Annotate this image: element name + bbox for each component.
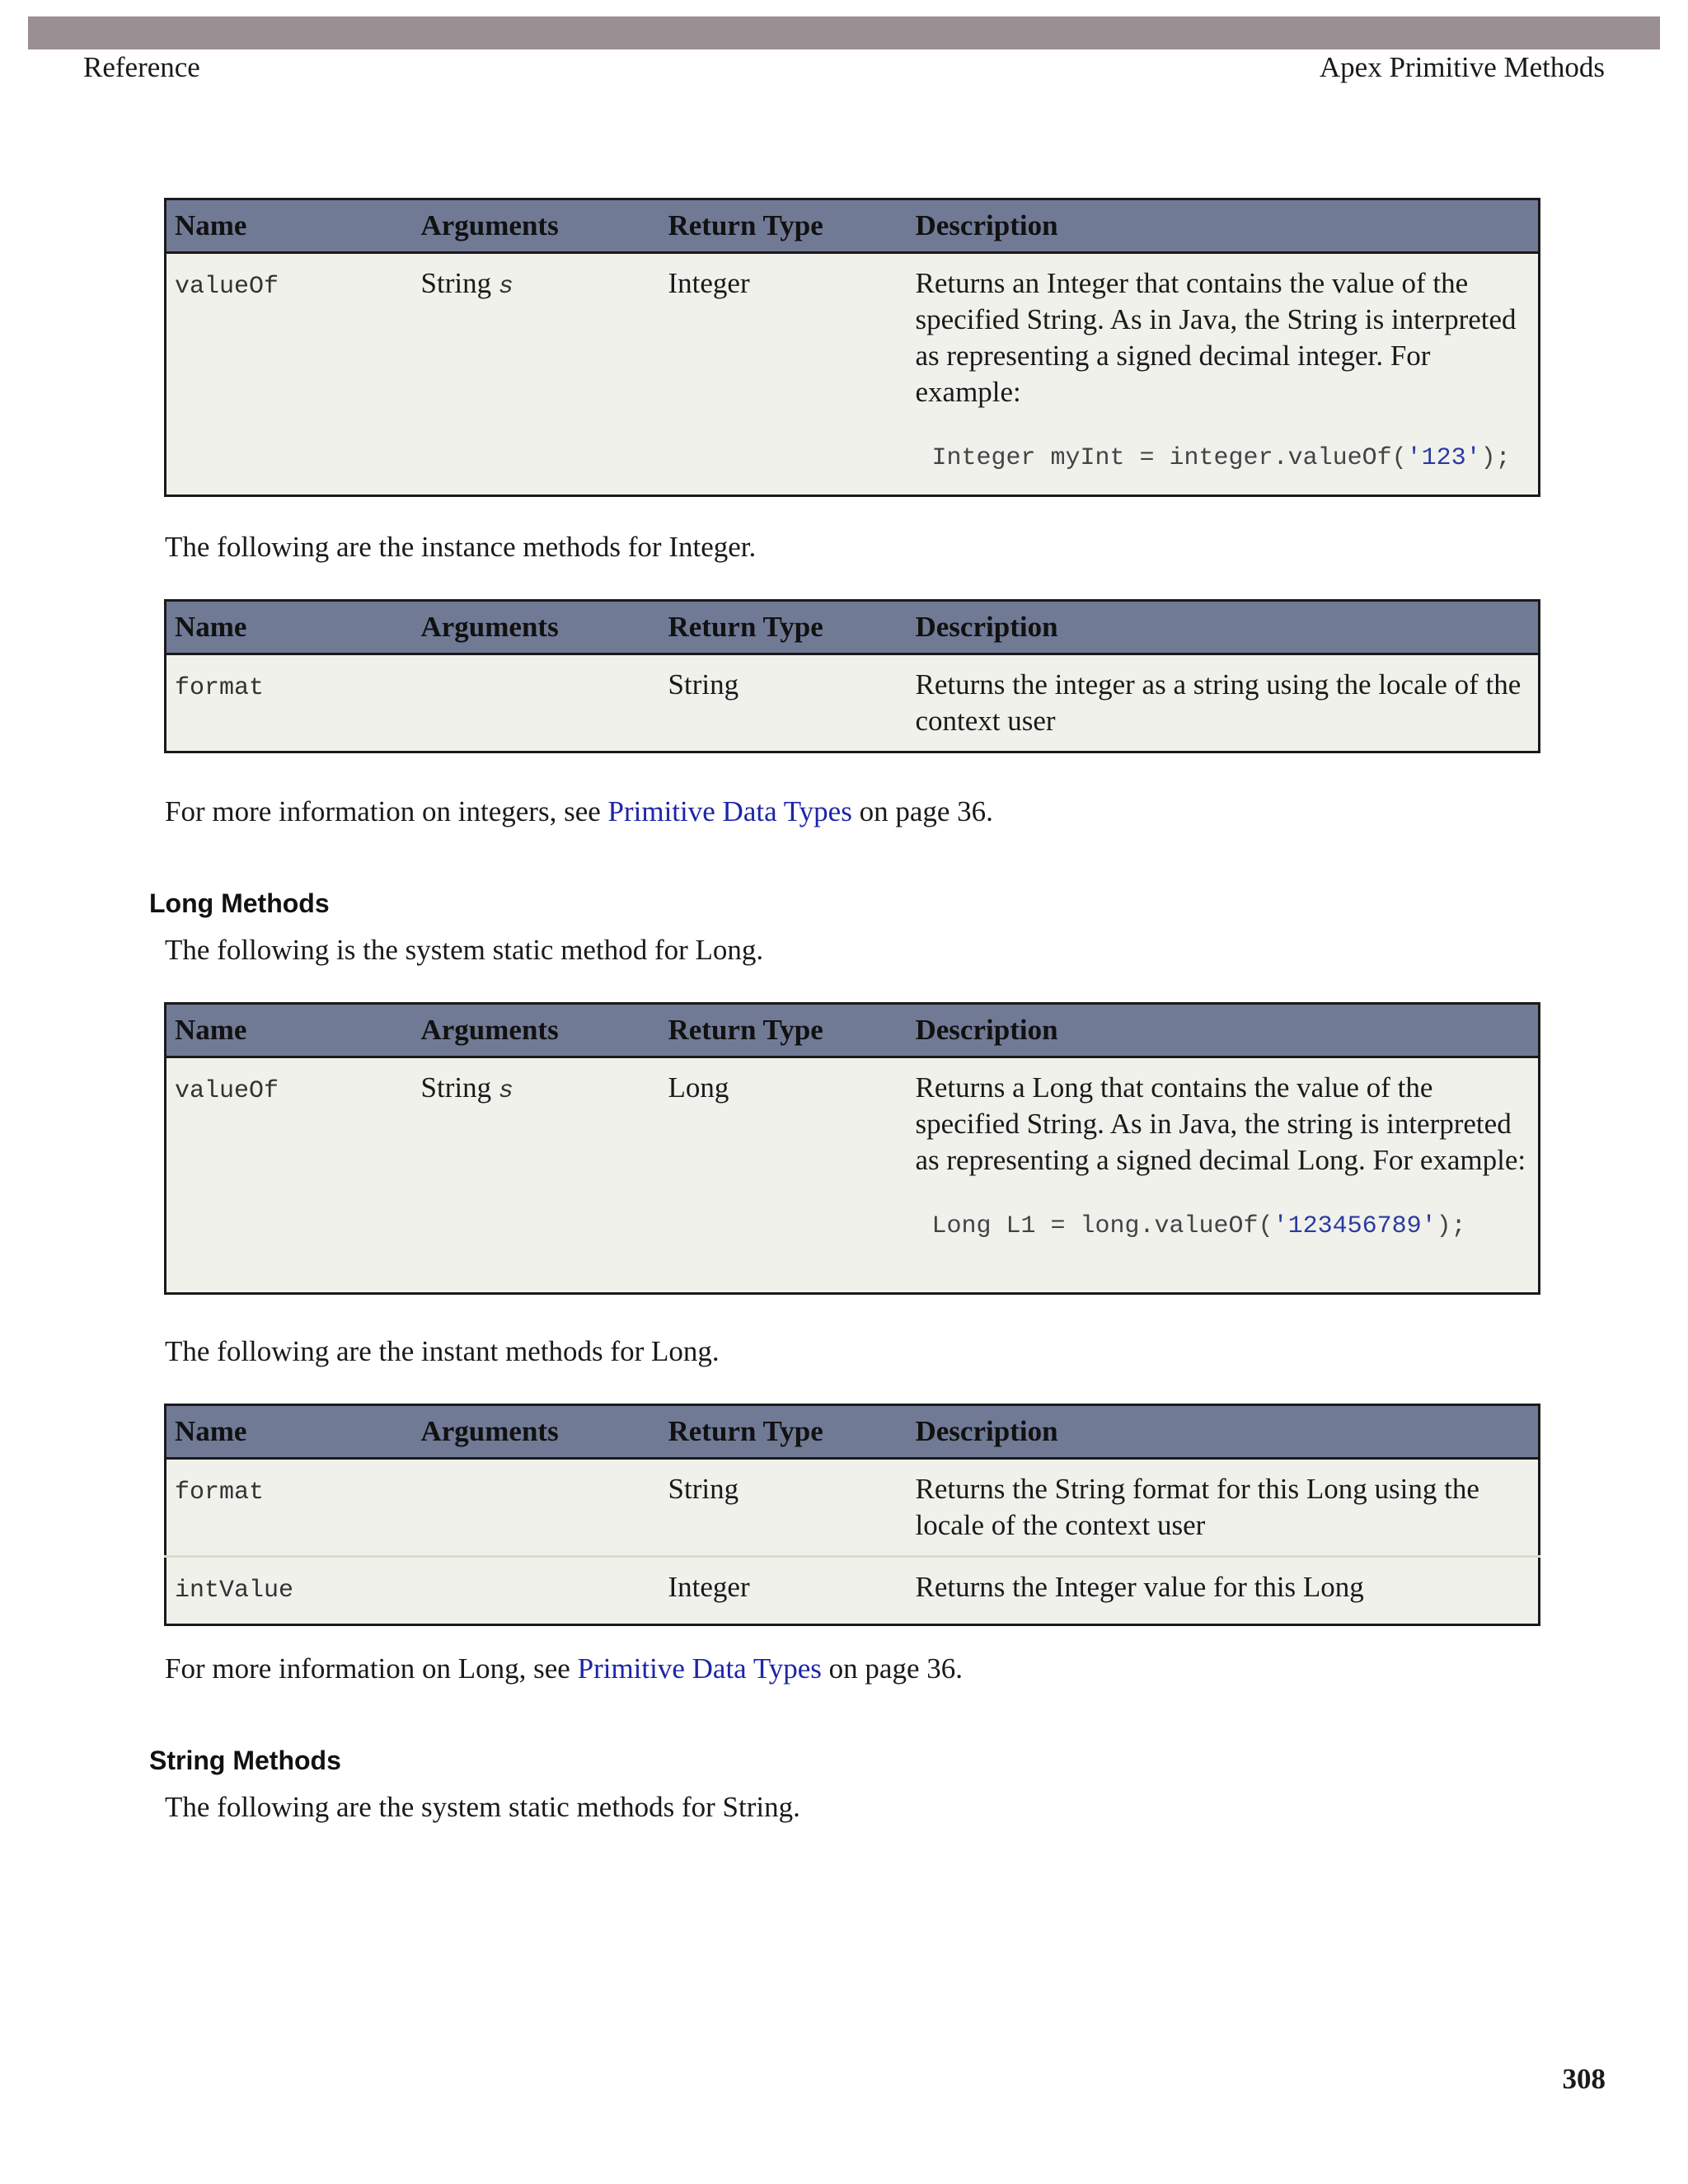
method-description: Returns a Long that contains the value of the specified String. As in Java, the string is interpreted as representing a signed decimal Long. For example: xyxy=(915,1071,1526,1176)
primitive-data-types-link[interactable]: Primitive Data Types xyxy=(607,795,852,827)
table-row xyxy=(166,1057,1540,1294)
paragraph: For more information on Long, see Primitive Data Types on page 36. xyxy=(165,1652,963,1685)
column-header-return-type: Return Type xyxy=(660,1004,907,1057)
argument-name: s xyxy=(498,273,513,301)
method-name: format xyxy=(175,1479,265,1507)
integer-static-methods-table xyxy=(164,198,1540,497)
running-header-right: Apex Primitive Methods xyxy=(1319,51,1605,83)
argument-type: String xyxy=(420,267,492,299)
table-header-row xyxy=(166,601,1540,654)
paragraph: The following are the instant methods for Long. xyxy=(165,1335,720,1367)
paragraph: The following are the system static methods for String. xyxy=(165,1791,800,1823)
column-header-description: Description xyxy=(907,1004,1540,1057)
column-header-name: Name xyxy=(166,601,413,654)
column-header-return-type: Return Type xyxy=(660,1405,907,1459)
column-header-description: Description xyxy=(907,199,1540,253)
running-header-left: Reference xyxy=(83,51,200,83)
page-number: 308 xyxy=(1562,2063,1606,2095)
long-static-methods-table xyxy=(164,1002,1540,1295)
return-type: Long xyxy=(668,1071,729,1104)
column-header-arguments: Arguments xyxy=(413,1405,660,1459)
paragraph: The following are the instance methods for Integer. xyxy=(165,531,757,563)
column-header-arguments: Arguments xyxy=(413,601,660,654)
method-description: Returns the String format for this Long using the locale of the context user xyxy=(915,1473,1479,1541)
column-header-return-type: Return Type xyxy=(660,601,907,654)
primitive-data-types-link[interactable]: Primitive Data Types xyxy=(577,1652,822,1685)
table-row xyxy=(166,1557,1540,1625)
column-header-arguments: Arguments xyxy=(413,199,660,253)
column-header-name: Name xyxy=(166,199,413,253)
return-type: Integer xyxy=(660,1557,907,1625)
return-type: String xyxy=(668,668,739,701)
table-row xyxy=(166,1459,1540,1557)
table-row xyxy=(166,654,1540,752)
return-type: Integer xyxy=(668,267,750,299)
column-header-name: Name xyxy=(166,1004,413,1057)
method-description: Returns an Integer that contains the value of the specified String. As in Java, the String is interpreted as representing a signed decimal integer. For example: xyxy=(915,267,1517,408)
method-name: valueOf xyxy=(175,1077,279,1105)
table-row xyxy=(166,253,1540,496)
argument-name: s xyxy=(498,1077,513,1105)
return-type: String xyxy=(668,1473,739,1505)
table-header-row xyxy=(166,199,1540,253)
method-name: valueOf xyxy=(175,273,279,301)
section-heading-long-methods: Long Methods xyxy=(149,888,330,918)
column-header-return-type: Return Type xyxy=(660,199,907,253)
header-bar xyxy=(28,16,1660,49)
method-description: Returns the integer as a string using the locale of the context user xyxy=(915,668,1522,737)
column-header-description: Description xyxy=(907,1405,1540,1459)
code-example: Long L1 = long.valueOf('123456789'); xyxy=(931,1212,1466,1240)
code-example: Integer myInt = integer.valueOf('123'); xyxy=(931,444,1511,472)
column-header-name: Name xyxy=(166,1405,413,1459)
column-header-description: Description xyxy=(907,601,1540,654)
column-header-arguments: Arguments xyxy=(413,1004,660,1057)
integer-instance-methods-table xyxy=(164,599,1540,753)
long-instance-methods-table xyxy=(164,1404,1540,1626)
paragraph: The following is the system static method for Long. xyxy=(165,934,764,966)
method-name: format xyxy=(175,674,265,702)
method-name: intValue xyxy=(175,1577,294,1605)
method-description: Returns the Integer value for this Long xyxy=(907,1557,1540,1625)
section-heading-string-methods: String Methods xyxy=(149,1746,341,1775)
paragraph: For more information on integers, see Primitive Data Types on page 36. xyxy=(165,795,993,827)
table-header-row xyxy=(166,1405,1540,1459)
argument-type: String xyxy=(420,1071,492,1104)
table-header-row xyxy=(166,1004,1540,1057)
